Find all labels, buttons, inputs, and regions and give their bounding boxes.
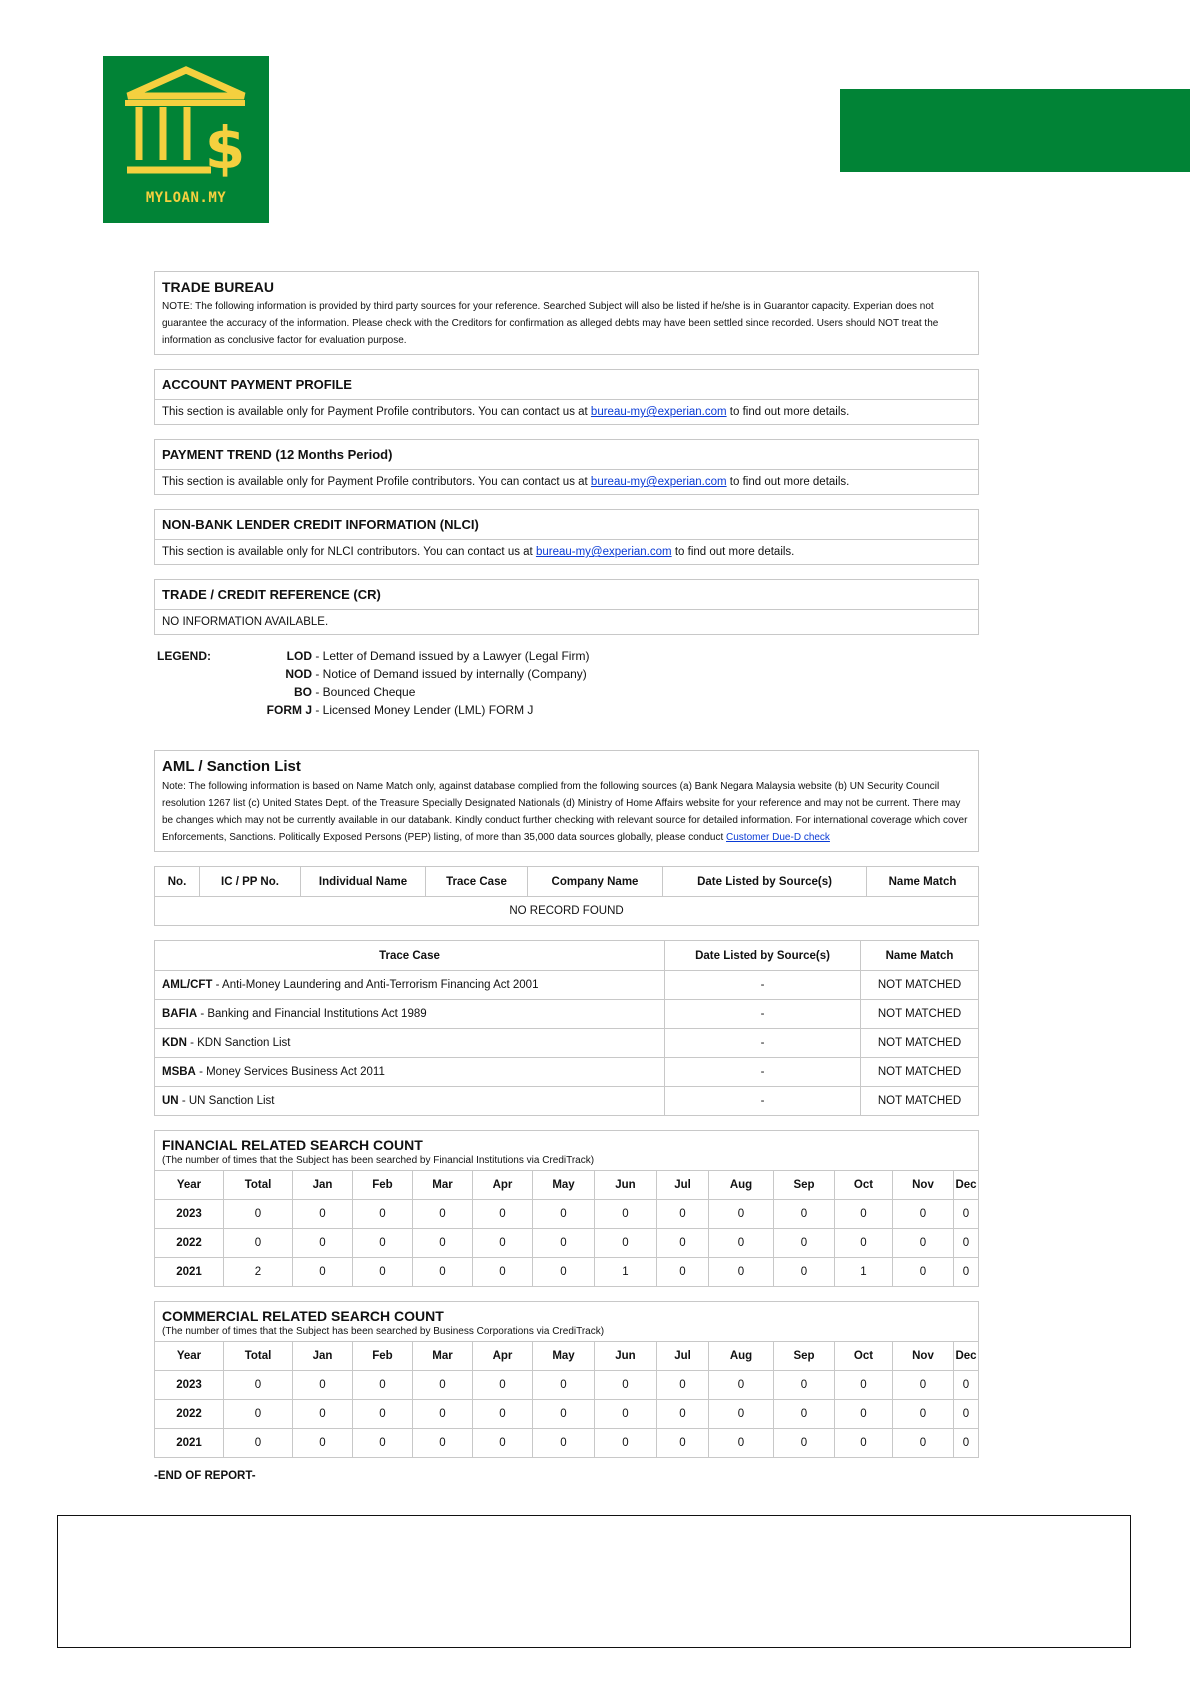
end-of-report: -END OF REPORT- — [154, 1470, 256, 1482]
count-cell: 0 — [473, 1258, 533, 1287]
column-header: Apr — [473, 1342, 533, 1371]
commercial-search-table — [154, 1341, 979, 1458]
count-cell: 0 — [774, 1400, 835, 1429]
trace-desc: - Money Services Business Act 2011 — [195, 1066, 385, 1078]
match-cell: NOT MATCHED — [861, 1000, 979, 1029]
text: This section is available only for Payment Profile contributors. You can contact us at — [162, 406, 591, 418]
section-text — [155, 470, 978, 494]
count-cell: 0 — [224, 1371, 293, 1400]
column-header: Trace Case — [426, 867, 528, 897]
svg-text:$: $ — [204, 114, 246, 182]
date-cell: - — [665, 1029, 861, 1058]
count-cell: 0 — [954, 1258, 979, 1287]
legend-key: LOD — [286, 649, 312, 663]
table-row — [155, 1000, 979, 1029]
count-cell: 0 — [413, 1429, 473, 1458]
count-cell: 0 — [473, 1229, 533, 1258]
count-cell: 0 — [533, 1429, 595, 1458]
trace-case-cell — [155, 971, 665, 1000]
section-title: AML / Sanction List — [162, 758, 301, 775]
section-title: TRADE BUREAU — [162, 279, 274, 295]
column-header: Year — [155, 1171, 224, 1200]
count-cell: 0 — [413, 1229, 473, 1258]
aml-sanction-section — [154, 750, 979, 852]
count-cell: 0 — [353, 1258, 413, 1287]
count-cell: 0 — [835, 1429, 893, 1458]
column-header: Dec — [954, 1171, 979, 1200]
count-cell: 0 — [657, 1258, 709, 1287]
legend-desc: - Letter of Demand issued by a Lawyer (Legal Firm) — [312, 649, 590, 663]
trace-case-cell — [155, 1058, 665, 1087]
column-header: Nov — [893, 1342, 954, 1371]
report-content — [154, 271, 979, 1482]
column-header: Name Match — [867, 867, 979, 897]
trace-case-table — [154, 940, 979, 1116]
column-header: Aug — [709, 1342, 774, 1371]
count-cell: 0 — [657, 1400, 709, 1429]
table-row — [155, 1058, 979, 1087]
financial-search-table — [154, 1170, 979, 1287]
count-cell: 0 — [473, 1429, 533, 1458]
note-text: Note: The following information is based on Name Match only, against database complied from the following sources (a) Bank Negara Malaysia website (b) UN Security Council resolution 1267 list (c) United States Dept. of the Treasure Specially Designated Nationals (d) Ministry of Home Affairs website for your reference and may not be current. There may be changes which may not be currently available in our databank. Kindly conduct further checking with relevant source for detailed information. For international coverage which cover Enforcements, Sanctions. Politically Exposed Persons (PEP) listing, of more than 35,000 data sources globally, please conduct — [162, 781, 968, 843]
count-cell: 0 — [293, 1400, 353, 1429]
count-cell: 0 — [774, 1258, 835, 1287]
table-row — [155, 1258, 979, 1287]
count-cell: 0 — [954, 1400, 979, 1429]
count-cell: 0 — [224, 1200, 293, 1229]
column-header: Mar — [413, 1342, 473, 1371]
trace-code: AML/CFT — [162, 979, 213, 991]
count-cell: 0 — [595, 1371, 657, 1400]
count-cell: 0 — [657, 1200, 709, 1229]
count-cell: 0 — [413, 1258, 473, 1287]
count-cell: 0 — [893, 1229, 954, 1258]
count-cell: 0 — [353, 1200, 413, 1229]
count-cell: 0 — [657, 1229, 709, 1258]
header-banner — [840, 89, 1190, 172]
section-text — [155, 400, 978, 424]
count-cell: 0 — [954, 1429, 979, 1458]
table-row — [155, 1029, 979, 1058]
date-cell: - — [665, 1058, 861, 1087]
trace-code: UN — [162, 1095, 179, 1107]
column-header: Jul — [657, 1171, 709, 1200]
count-cell: 1 — [835, 1258, 893, 1287]
legend-key: BO — [294, 685, 312, 699]
column-header: Jul — [657, 1342, 709, 1371]
count-cell: 0 — [293, 1229, 353, 1258]
count-cell: 0 — [774, 1371, 835, 1400]
count-cell: 0 — [709, 1200, 774, 1229]
table-row — [155, 1200, 979, 1229]
column-header: No. — [155, 867, 200, 897]
column-header: Oct — [835, 1171, 893, 1200]
table-header-row — [155, 1342, 979, 1371]
trace-code: BAFIA — [162, 1008, 198, 1020]
column-header: Total — [224, 1171, 293, 1200]
trade-credit-reference-section — [154, 579, 979, 635]
column-header: Feb — [353, 1171, 413, 1200]
year-cell: 2023 — [155, 1371, 224, 1400]
count-cell: 0 — [835, 1229, 893, 1258]
column-header: IC / PP No. — [200, 867, 301, 897]
column-header: Company Name — [528, 867, 663, 897]
table-row — [155, 1429, 979, 1458]
count-cell: 0 — [595, 1200, 657, 1229]
column-header: Total — [224, 1342, 293, 1371]
payment-trend-section — [154, 439, 979, 495]
column-header: Year — [155, 1342, 224, 1371]
section-subtitle: (The number of times that the Subject has been searched by Business Corporations via CrediTrack) — [162, 1326, 605, 1337]
legend-desc: - Bounced Cheque — [312, 685, 416, 699]
count-cell: 0 — [224, 1429, 293, 1458]
column-header: Oct — [835, 1342, 893, 1371]
column-header: Mar — [413, 1171, 473, 1200]
aml-record-table — [154, 866, 979, 926]
footer-box — [57, 1515, 1131, 1648]
logo-text: MYLOAN.MY — [145, 190, 227, 206]
trace-desc: - Anti-Money Laundering and Anti-Terrorism Financing Act 2001 — [212, 979, 539, 991]
section-title: TRADE / CREDIT REFERENCE (CR) — [155, 580, 978, 610]
date-cell: - — [665, 1087, 861, 1116]
column-header: Jun — [595, 1342, 657, 1371]
legend — [154, 649, 979, 736]
table-header-row — [155, 1171, 979, 1200]
table-header-row — [155, 867, 979, 897]
count-cell: 0 — [473, 1371, 533, 1400]
legend-key: NOD — [285, 667, 312, 681]
date-cell: - — [665, 971, 861, 1000]
count-cell: 0 — [835, 1371, 893, 1400]
count-cell: 0 — [533, 1258, 595, 1287]
count-cell: 0 — [533, 1229, 595, 1258]
text: to find out more details. — [671, 546, 795, 558]
count-cell: 0 — [774, 1200, 835, 1229]
column-header: Apr — [473, 1171, 533, 1200]
account-payment-profile-section — [154, 369, 979, 425]
trace-desc: - KDN Sanction List — [186, 1037, 291, 1049]
table-row — [155, 897, 979, 926]
column-header: May — [533, 1171, 595, 1200]
table-row — [155, 1229, 979, 1258]
section-title: COMMERCIAL RELATED SEARCH COUNT — [162, 1308, 444, 1324]
column-header: Jan — [293, 1342, 353, 1371]
table-header-row — [155, 941, 979, 971]
count-cell: 0 — [224, 1400, 293, 1429]
count-cell: 0 — [954, 1200, 979, 1229]
section-text — [155, 540, 978, 564]
commercial-search-header — [154, 1301, 979, 1341]
count-cell: 0 — [413, 1400, 473, 1429]
count-cell: 0 — [224, 1229, 293, 1258]
count-cell: 0 — [353, 1229, 413, 1258]
count-cell: 0 — [595, 1429, 657, 1458]
table-row — [155, 1371, 979, 1400]
column-header: Nov — [893, 1171, 954, 1200]
legend-key: FORM J — [266, 703, 312, 717]
section-title: NON-BANK LENDER CREDIT INFORMATION (NLCI) — [155, 510, 978, 540]
count-cell: 0 — [595, 1400, 657, 1429]
column-header: Trace Case — [155, 941, 665, 971]
count-cell: 0 — [657, 1371, 709, 1400]
column-header: Sep — [774, 1342, 835, 1371]
match-cell: NOT MATCHED — [861, 1029, 979, 1058]
count-cell: 0 — [954, 1229, 979, 1258]
match-cell: NOT MATCHED — [861, 1087, 979, 1116]
legend-desc: - Notice of Demand issued by internally (Company) — [312, 667, 587, 681]
count-cell: 0 — [893, 1200, 954, 1229]
count-cell: 0 — [709, 1429, 774, 1458]
year-cell: 2021 — [155, 1258, 224, 1287]
count-cell: 0 — [293, 1258, 353, 1287]
trade-bureau-section — [154, 271, 979, 355]
column-header: Aug — [709, 1171, 774, 1200]
section-note: NOTE: The following information is provided by third party sources for your reference. Searched Subject will also be listed if he/she is in Guarantor capacity. Experian does not guarantee the accuracy of the information. Please check with the Creditors for confirmation as alleged debts may have been settled since recorded. Users should NOT treat the information as conclusive factor for evaluation purpose. — [162, 301, 939, 346]
email-link[interactable]: bureau-my@experian.com — [590, 406, 727, 418]
count-cell: 0 — [835, 1200, 893, 1229]
count-cell: 0 — [293, 1371, 353, 1400]
table-row — [155, 1087, 979, 1116]
column-header: Sep — [774, 1171, 835, 1200]
trace-case-cell — [155, 1029, 665, 1058]
count-cell: 0 — [709, 1258, 774, 1287]
count-cell: 0 — [353, 1371, 413, 1400]
legend-item — [154, 685, 614, 699]
count-cell: 0 — [533, 1400, 595, 1429]
empty-state: NO RECORD FOUND — [155, 897, 979, 926]
trace-desc: - Banking and Financial Institutions Act 1989 — [197, 1008, 427, 1020]
column-header: Feb — [353, 1342, 413, 1371]
column-header: Dec — [954, 1342, 979, 1371]
section-title: ACCOUNT PAYMENT PROFILE — [155, 370, 978, 400]
column-header: Jan — [293, 1171, 353, 1200]
year-cell: 2023 — [155, 1200, 224, 1229]
count-cell: 0 — [473, 1400, 533, 1429]
financial-search-header — [154, 1130, 979, 1170]
text: to find out more details. — [726, 476, 850, 488]
column-header: Individual Name — [301, 867, 426, 897]
trace-desc: - UN Sanction List — [178, 1095, 275, 1107]
legend-desc: - Licensed Money Lender (LML) FORM J — [312, 703, 534, 717]
column-header: Jun — [595, 1171, 657, 1200]
match-cell: NOT MATCHED — [861, 971, 979, 1000]
email-link[interactable]: bureau-my@experian.com — [535, 546, 672, 558]
count-cell: 1 — [595, 1258, 657, 1287]
count-cell: 0 — [413, 1371, 473, 1400]
count-cell: 2 — [224, 1258, 293, 1287]
legend-label: LEGEND: — [157, 649, 211, 663]
trace-case-cell — [155, 1087, 665, 1116]
text: This section is available only for Payment Profile contributors. You can contact us at — [162, 476, 591, 488]
year-cell: 2021 — [155, 1429, 224, 1458]
count-cell: 0 — [835, 1400, 893, 1429]
count-cell: 0 — [473, 1200, 533, 1229]
legend-item — [154, 667, 614, 681]
section-title: FINANCIAL RELATED SEARCH COUNT — [162, 1137, 423, 1153]
count-cell: 0 — [413, 1200, 473, 1229]
count-cell: 0 — [893, 1429, 954, 1458]
column-header: Date Listed by Source(s) — [663, 867, 867, 897]
count-cell: 0 — [709, 1229, 774, 1258]
count-cell: 0 — [709, 1400, 774, 1429]
count-cell: 0 — [709, 1371, 774, 1400]
count-cell: 0 — [533, 1371, 595, 1400]
count-cell: 0 — [893, 1258, 954, 1287]
count-cell: 0 — [293, 1200, 353, 1229]
table-row — [155, 1400, 979, 1429]
count-cell: 0 — [893, 1400, 954, 1429]
email-link[interactable]: bureau-my@experian.com — [590, 476, 727, 488]
count-cell: 0 — [533, 1200, 595, 1229]
year-cell: 2022 — [155, 1400, 224, 1429]
count-cell: 0 — [954, 1371, 979, 1400]
section-note — [155, 778, 978, 851]
count-cell: 0 — [595, 1229, 657, 1258]
legend-item — [154, 703, 614, 717]
count-cell: 0 — [353, 1400, 413, 1429]
year-cell: 2022 — [155, 1229, 224, 1258]
count-cell: 0 — [893, 1371, 954, 1400]
myloan-logo — [103, 56, 269, 223]
text: to find out more details. — [726, 406, 850, 418]
trace-case-cell — [155, 1000, 665, 1029]
section-title: PAYMENT TREND (12 Months Period) — [155, 440, 978, 470]
match-cell: NOT MATCHED — [861, 1058, 979, 1087]
date-cell: - — [665, 1000, 861, 1029]
count-cell: 0 — [657, 1429, 709, 1458]
count-cell: 0 — [353, 1429, 413, 1458]
trace-code: KDN — [162, 1037, 187, 1049]
column-header: Name Match — [861, 941, 979, 971]
section-subtitle: (The number of times that the Subject has been searched by Financial Institutions via CrediTrack) — [162, 1155, 595, 1166]
customer-due-d-link[interactable]: Customer Due-D check — [726, 832, 830, 843]
count-cell: 0 — [293, 1429, 353, 1458]
column-header: May — [533, 1342, 595, 1371]
text: This section is available only for NLCI contributors. You can contact us at — [162, 546, 536, 558]
table-row — [155, 971, 979, 1000]
section-text: NO INFORMATION AVAILABLE. — [162, 616, 329, 628]
trace-code: MSBA — [162, 1066, 196, 1078]
count-cell: 0 — [774, 1229, 835, 1258]
column-header: Date Listed by Source(s) — [665, 941, 861, 971]
nlci-section — [154, 509, 979, 565]
legend-item — [154, 649, 614, 663]
count-cell: 0 — [774, 1429, 835, 1458]
